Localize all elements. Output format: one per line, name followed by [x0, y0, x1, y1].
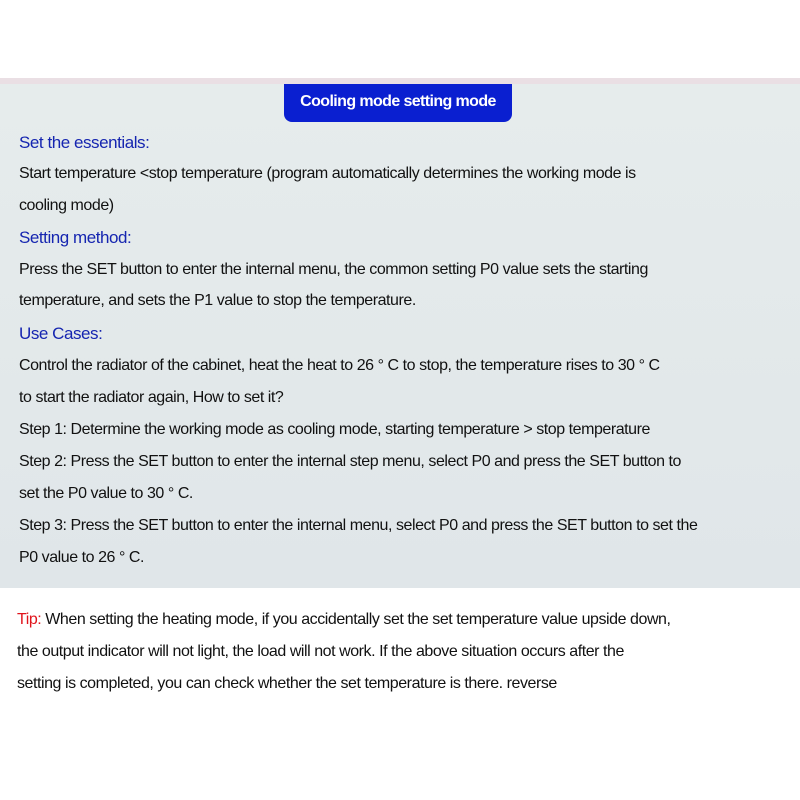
tip-line [17, 610, 671, 630]
instructions-panel [0, 84, 800, 588]
page-title: Cooling mode setting mode [284, 84, 512, 122]
text-line: Start temperature <stop temperature (program automatically determines the working mode is [19, 165, 636, 182]
step-line: Step 3: Press the SET button to enter the internal menu, select P0 and press the SET button to set the [19, 517, 698, 534]
step-line: set the P0 value to 30 ° C. [19, 485, 193, 502]
essentials-heading: Set the essentials: [19, 133, 150, 152]
method-heading: Setting method: [19, 228, 132, 247]
text-line: to start the radiator again, How to set it? [19, 389, 284, 406]
tip-text: When setting the heating mode, if you accidentally set the set temperature value upside down, [41, 611, 671, 628]
step-line: P0 value to 26 ° C. [19, 549, 145, 566]
text-line: temperature, and sets the P1 value to stop the temperature. [19, 292, 416, 309]
tip-label: Tip: [17, 611, 42, 628]
text-line: cooling mode) [19, 197, 114, 214]
text-line: Press the SET button to enter the internal menu, the common setting P0 value sets the starting [19, 261, 648, 278]
text-line: Control the radiator of the cabinet, heat the heat to 26 ° C to stop, the temperature rises to 30 ° C [19, 357, 660, 374]
step-line: Step 1: Determine the working mode as cooling mode, starting temperature > stop temperature [19, 421, 650, 438]
step-line: Step 2: Press the SET button to enter the internal step menu, select P0 and press the SET button to [19, 453, 681, 470]
tip-line: setting is completed, you can check whether the set temperature is there. reverse [17, 675, 557, 692]
cases-heading: Use Cases: [19, 324, 103, 343]
tip-line: the output indicator will not light, the load will not work. If the above situation occurs after the [17, 643, 624, 660]
